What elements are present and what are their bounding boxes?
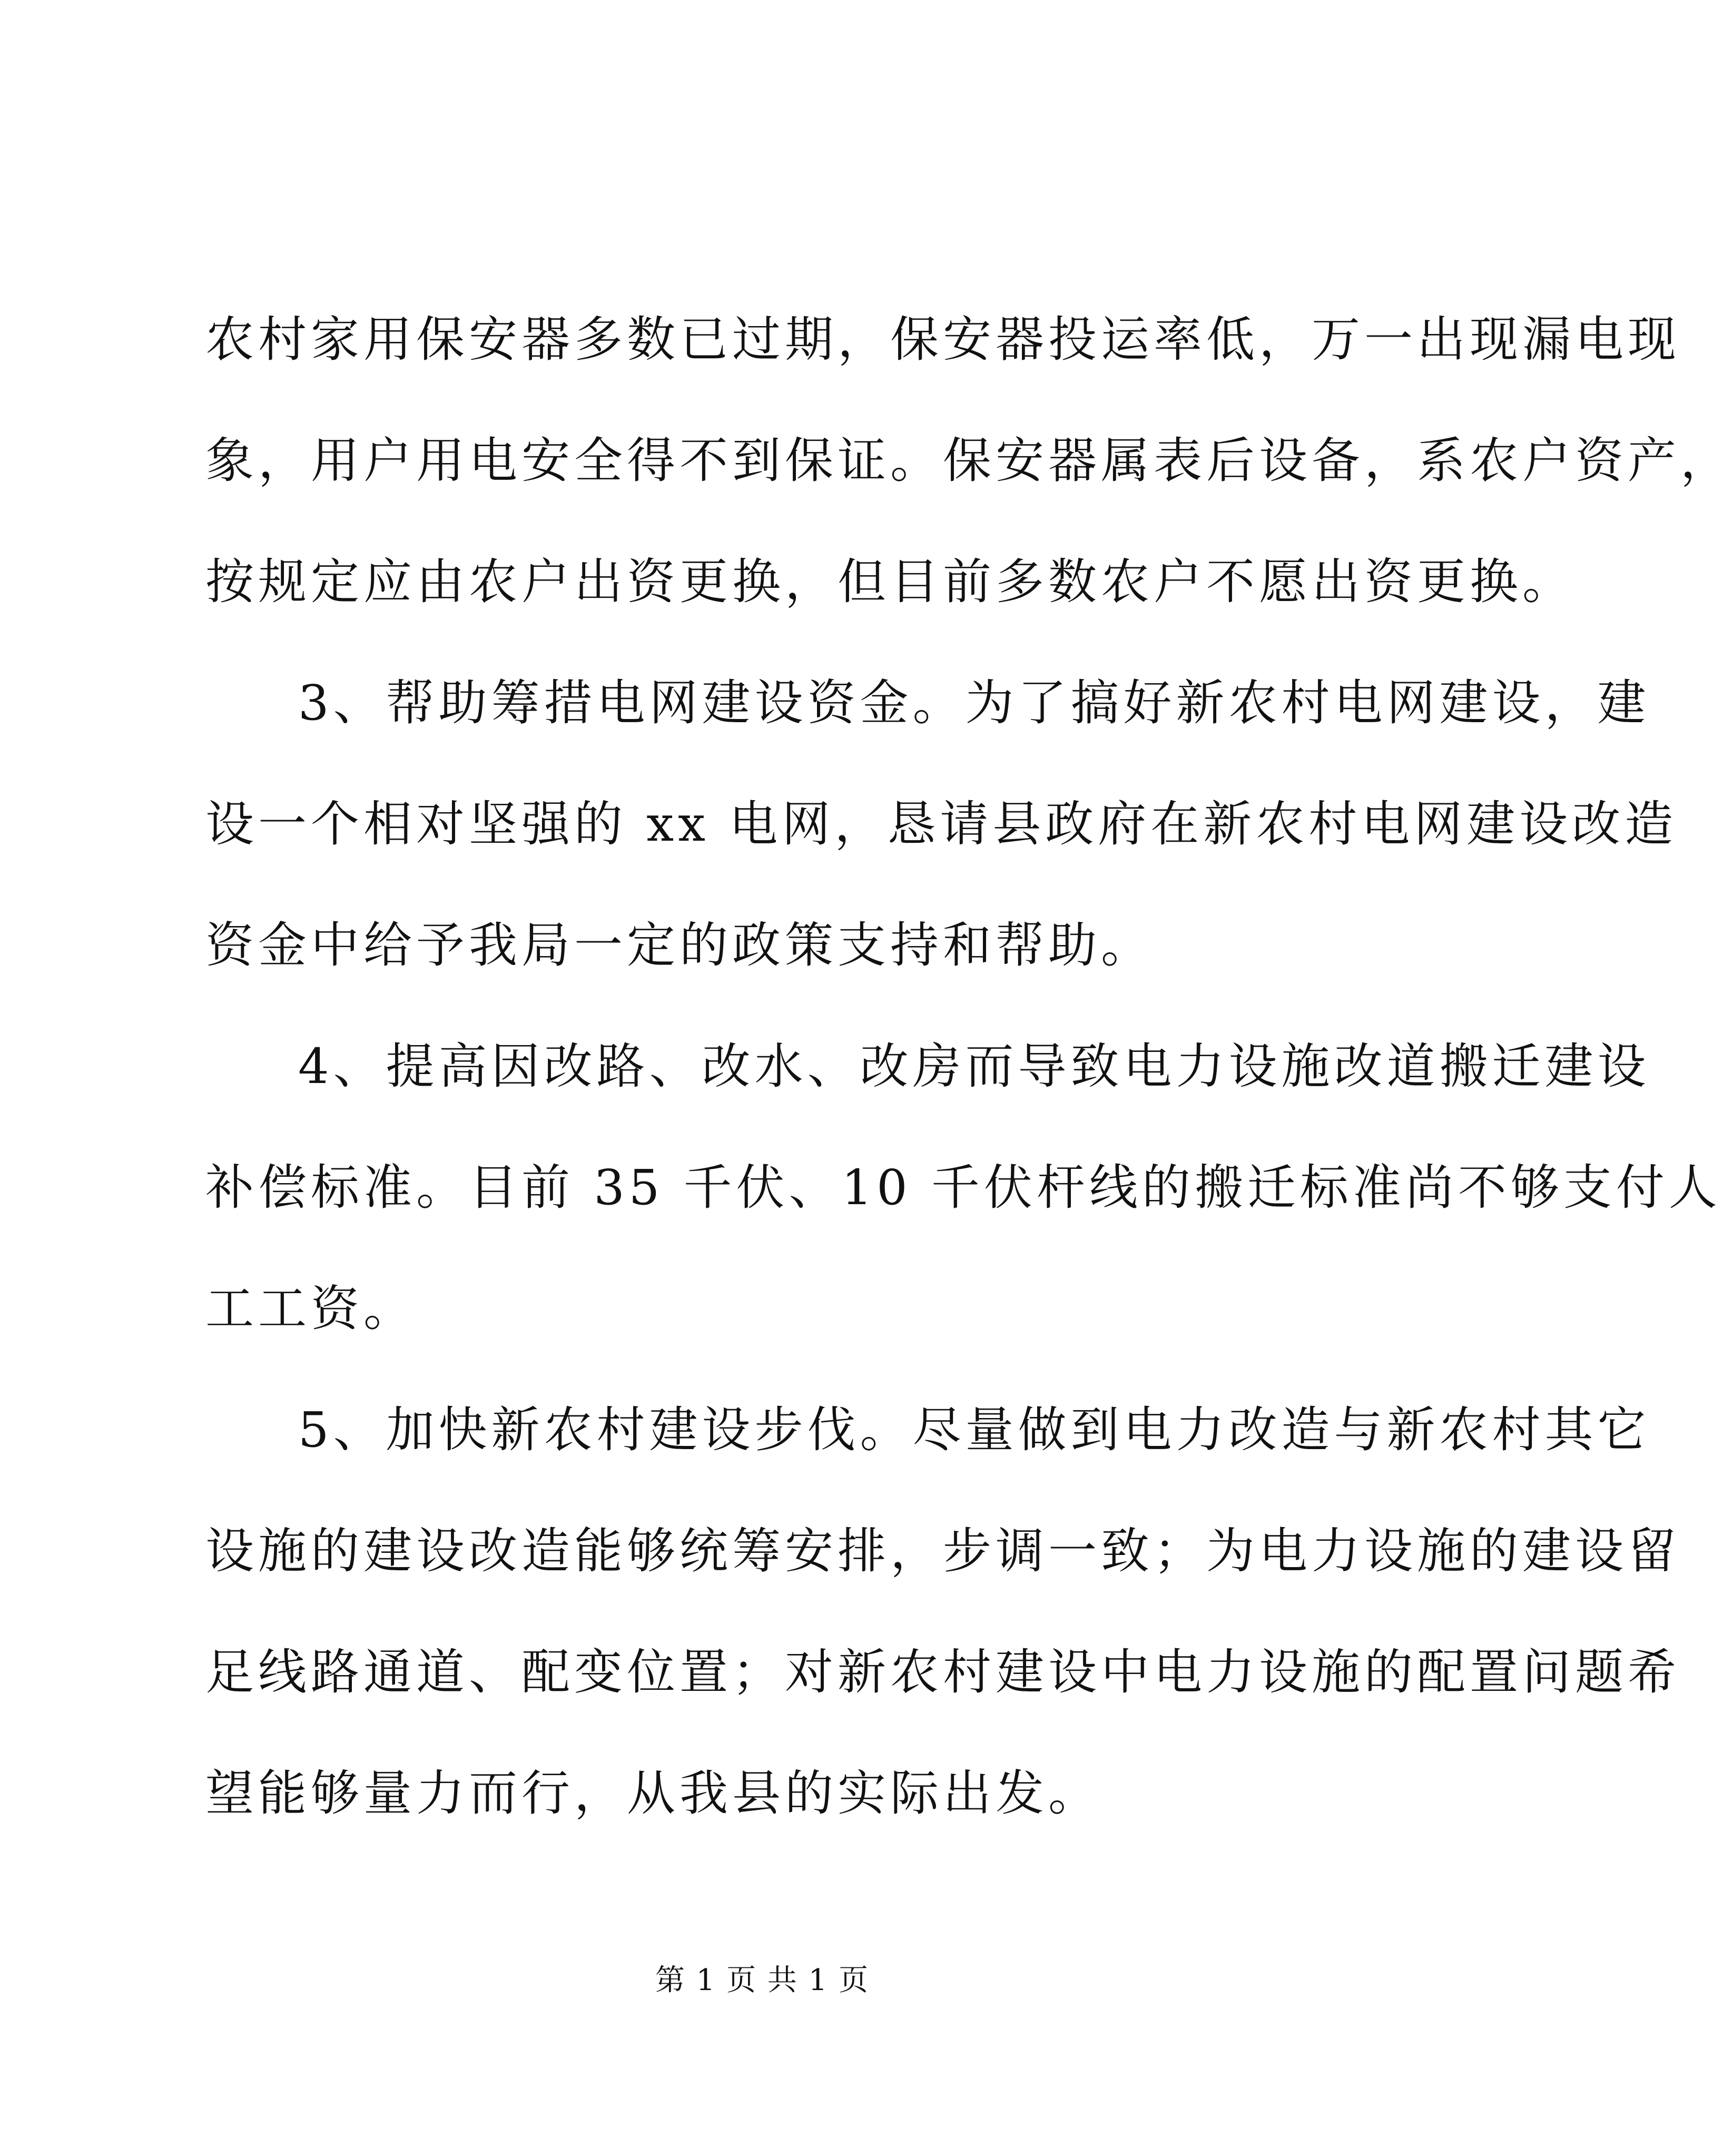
paragraph-item-5-line: 设施的建设改造能够统筹安排，步调一致；为电力设施的建设留: [205, 1523, 1681, 1579]
paragraph-item-4-line: 4、提高因改路、改水、改房而导致电力设施改道搬迁建设: [298, 1038, 1650, 1095]
paragraph-continuation-line: 按规定应由农户出资更换，但目前多数农户不愿出资更换。: [205, 554, 1576, 610]
paragraph-item-4-line: 工工资。: [205, 1281, 417, 1337]
document-body: [205, 279, 1733, 1854]
paragraph-item-4-line: 补偿标准。目前 35 千伏、10 千伏杆线的搬迁标准尚不够支付人: [205, 1159, 1721, 1216]
paragraph-continuation-line: 象，用户用电安全得不到保证。保安器属表后设备，系农户资产，: [205, 432, 1733, 489]
paragraph-item-3-line: 设一个相对坚强的 xx 电网，恳请县政府在新农村电网建设改造: [205, 796, 1678, 852]
paragraph-item-3-line: 3、帮助筹措电网建设资金。为了搞好新农村电网建设，建: [298, 675, 1650, 731]
paragraph-item-5-line: 5、加快新农村建设步伐。尽量做到电力改造与新农村其它: [298, 1402, 1650, 1458]
paragraph-item-5-line: 足线路通道、配变位置；对新农村建设中电力设施的配置问题希: [205, 1644, 1681, 1700]
paragraph-continuation-line: 农村家用保安器多数已过期，保安器投运率低，万一出现漏电现: [205, 311, 1681, 368]
paragraph-item-3-line: 资金中给予我局一定的政策支持和帮助。: [205, 917, 1154, 973]
page-number-footer: 第 1 页 共 1 页: [655, 1963, 870, 1997]
paragraph-item-5-line: 望能够量力而行，从我县的实际出发。: [205, 1765, 1101, 1822]
